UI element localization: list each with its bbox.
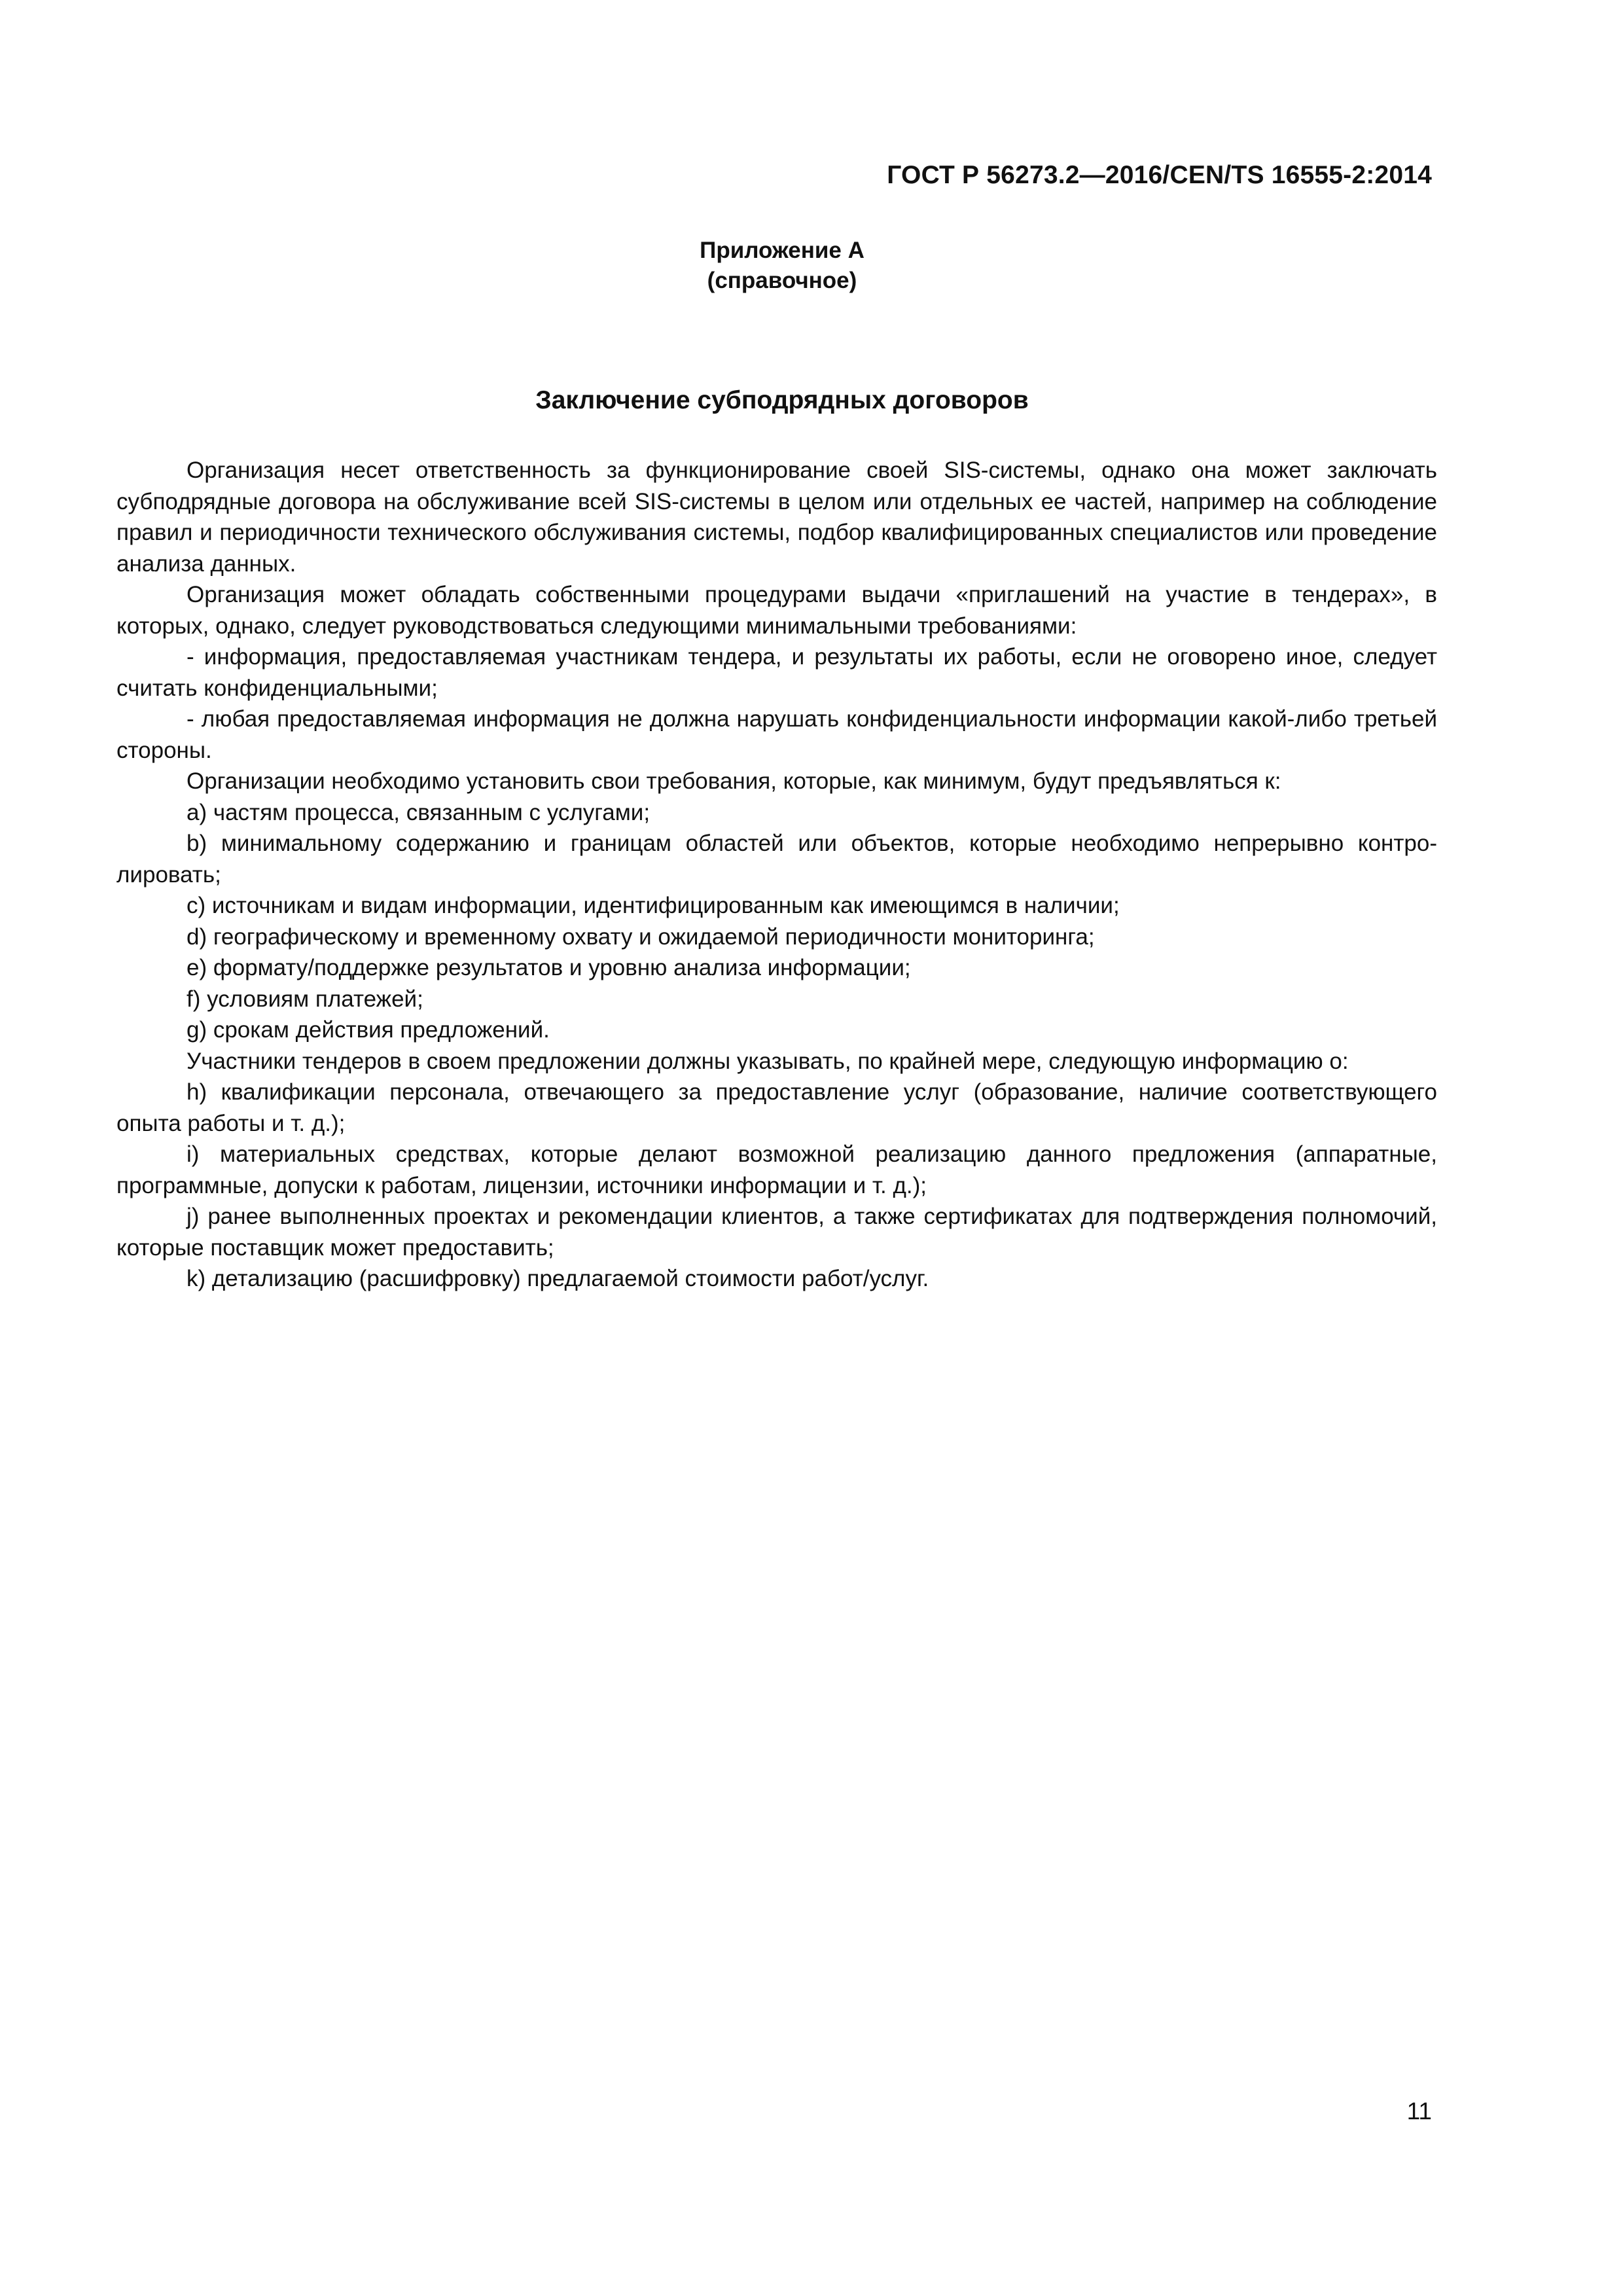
annex-title: Заключение субподрядных договоров — [535, 386, 1029, 414]
annex-heading — [0, 236, 1564, 296]
list-item-g: g) срокам действия предложений. — [187, 1017, 550, 1043]
list-item-a: a) частям процесса, связанным с услугами; — [187, 799, 651, 825]
list-item-h: h) квалификации персонала, отвечающего за предоставление услуг (образование, наличие соответствующего опыта работы и т. д.); — [116, 1079, 1437, 1136]
list-item-i: i) материальных средствах, которые делают возможной реализацию данного предложения (аппаратные, программные, допуски к работам, лицензии, источники информации и т. д.); — [116, 1141, 1437, 1198]
annex-status: (справочное) — [707, 268, 857, 293]
annex-body — [116, 455, 1437, 1295]
list-item-d: d) географическому и временному охвату и ожидаемой периодичности мониторинга; — [187, 924, 1095, 950]
list-item-c: c) источникам и видам информации, идентифицированным как имеющимся в наличии; — [187, 893, 1120, 918]
list-item-j: j) ранее выполненных проектах и рекомендации клиентов, а также сертификатах для подтверждения полномочий, которые поставщик может предоставить; — [116, 1204, 1437, 1261]
requirement-confidential-results: - информация, предоставляемая участникам тендера, и результаты их работы, если не оговорено иное, следует считать конфиденциальными; — [116, 644, 1437, 701]
page-number: 11 — [1406, 2098, 1432, 2125]
list-item-k: k) детализацию (расшифровку) предлагаемой стоимости работ/услуг. — [187, 1266, 929, 1291]
list-item-e: e) формату/поддержке результатов и уровню анализа информации; — [187, 955, 911, 980]
standard-code-header: ГОСТ Р 56273.2—2016/CEN/TS 16555-2:2014 — [887, 161, 1432, 189]
annex-label: Приложение А — [700, 238, 865, 263]
list-item-f: f) условиям платежей; — [187, 986, 423, 1012]
list-item-b: b) минимальному содержанию и границам областей или объектов, которые необходимо непрерывно контролировать; — [116, 831, 1437, 888]
paragraph-organization-requirements: Организации необходимо установить свои требования, которые, как минимум, будут предъявляться к: — [187, 768, 1281, 794]
requirement-third-party: - любая предоставляемая информация не должна нарушать конфиденциальности информации какой-либо третьей стороны. — [116, 706, 1437, 763]
paragraph-responsibility: Организация несет ответственность за функционирование своей SIS-системы, однако она может заключать субподрядные договора на обслуживание всей SIS-системы в целом или отдельных ее частей, например на соблюдение правил и периодичности технического обслуживания системы, подбор квалифицированных специалистов или проведение анализа данных. — [116, 457, 1437, 577]
paragraph-bidder-information: Участники тендеров в своем предложении должны указывать, по крайней мере, следующую информацию о: — [187, 1048, 1349, 1074]
paragraph-tender-procedures: Организация может обладать собственными процедурами выдачи «приглашений на участие в тендерах», в которых, однако, следует руководствоваться следующими минимальными требованиями: — [116, 582, 1437, 639]
